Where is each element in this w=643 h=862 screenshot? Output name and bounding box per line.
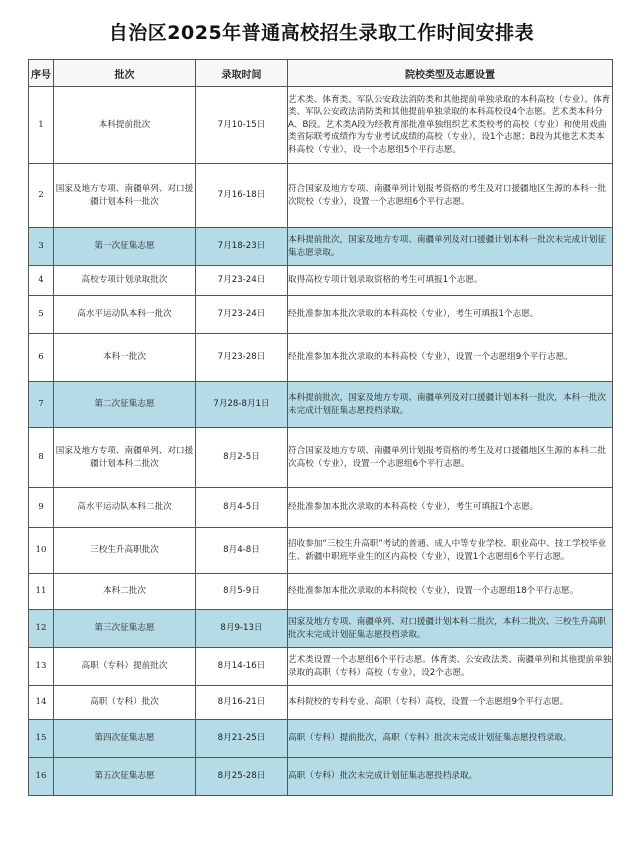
table-row: [29, 382, 613, 428]
cell-batch: 高职（专科）批次: [54, 686, 196, 720]
cell-desc: 本科院校的专科专业、高职（专科）高校，设置一个志愿组9个平行志愿。: [288, 686, 613, 720]
cell-no: 1: [29, 87, 54, 164]
cell-time: 8月5-9日: [196, 574, 288, 610]
header-desc: 院校类型及志愿设置: [288, 60, 613, 87]
cell-desc: 经批准参加本批次录取的本科院校（专业），设置一个志愿组18个平行志愿。: [288, 574, 613, 610]
schedule-table: [28, 59, 613, 796]
cell-desc: 本科提前批次，国家及地方专项、南疆单列及对口援疆计划本科一批次，本科一批次未完成计划征集志愿投档录取。: [288, 382, 613, 428]
cell-desc: 符合国家及地方专项、南疆单列计划报考资格的考生及对口援疆地区生源的本科二批次高校（专业），设置一个志愿组6个平行志愿。: [288, 428, 613, 488]
cell-desc: 经批准参加本批次录取的本科高校（专业），考生可填报1个志愿。: [288, 488, 613, 528]
cell-time: 8月21-25日: [196, 720, 288, 758]
cell-no: 7: [29, 382, 54, 428]
table-row: [29, 758, 613, 796]
cell-desc: 艺术类、体育类、军队公安政法消防类和其他提前单独录取的本科高校（专业）。体育类、军队公安政法消防类和其他提前单独录取的本科高校设4个志愿。艺术类本科分A、B段。艺术类A段为经教育部批准单独组织艺术类校考的高校（专业）和使用戏曲类省际联考成绩作为专业考试成绩的高校（专业），设1个志愿；B段为其他艺术类本科高校（专业），设一个志愿组5个平行志愿。: [288, 87, 613, 164]
table-row: [29, 686, 613, 720]
cell-no: 16: [29, 758, 54, 796]
table-row: [29, 488, 613, 528]
cell-batch: 国家及地方专项、南疆单列、对口援疆计划本科二批次: [54, 428, 196, 488]
table-row: [29, 164, 613, 228]
cell-batch: 第四次征集志愿: [54, 720, 196, 758]
cell-no: 9: [29, 488, 54, 528]
cell-batch: 第一次征集志愿: [54, 228, 196, 266]
table-row: [29, 266, 613, 296]
cell-time: 8月2-5日: [196, 428, 288, 488]
cell-batch: 高水平运动队本科一批次: [54, 296, 196, 334]
cell-time: 7月18-23日: [196, 228, 288, 266]
cell-batch: 高职（专科）提前批次: [54, 648, 196, 686]
cell-desc: 取得高校专项计划录取资格的考生可填报1个志愿。: [288, 266, 613, 296]
cell-no: 13: [29, 648, 54, 686]
cell-time: 8月4-8日: [196, 528, 288, 574]
cell-time: 8月25-28日: [196, 758, 288, 796]
table-row: [29, 428, 613, 488]
cell-batch: 本科提前批次: [54, 87, 196, 164]
table-row: [29, 720, 613, 758]
cell-desc: 符合国家及地方专项、南疆单列计划报考资格的考生及对口援疆地区生源的本科一批次院校（专业），设置一个志愿组6个平行志愿。: [288, 164, 613, 228]
cell-batch: 高水平运动队本科二批次: [54, 488, 196, 528]
table-header-row: [29, 60, 613, 87]
cell-time: 8月4-5日: [196, 488, 288, 528]
table-row: [29, 528, 613, 574]
cell-no: 3: [29, 228, 54, 266]
cell-batch: 高校专项计划录取批次: [54, 266, 196, 296]
cell-time: 8月16-21日: [196, 686, 288, 720]
cell-time: 7月23-24日: [196, 296, 288, 334]
cell-batch: 第二次征集志愿: [54, 382, 196, 428]
table-row: [29, 610, 613, 648]
header-time: 录取时间: [196, 60, 288, 87]
cell-desc: 艺术类设置一个志愿组6个平行志愿。体育类、公安政法类、南疆单列和其他提前单独录取的高职（专科）高校（专业），设2个志愿。: [288, 648, 613, 686]
cell-desc: 经批准参加本批次录取的本科高校（专业），设置一个志愿组9个平行志愿。: [288, 334, 613, 382]
table-row: [29, 296, 613, 334]
cell-time: 7月23-24日: [196, 266, 288, 296]
page-title: 自治区2025年普通高校招生录取工作时间安排表: [108, 22, 535, 44]
cell-desc: 本科提前批次，国家及地方专项、南疆单列及对口援疆计划本科一批次未完成计划征集志愿录取。: [288, 228, 613, 266]
cell-desc: 招收参加“三校生升高职”考试的普通、成人中等专业学校、职业高中、技工学校毕业生、新疆中职班毕业生的区内高校（专业），设置1个志愿组6个平行志愿。: [288, 528, 613, 574]
cell-batch: 第三次征集志愿: [54, 610, 196, 648]
cell-no: 15: [29, 720, 54, 758]
cell-batch: 国家及地方专项、南疆单列、对口援疆计划本科一批次: [54, 164, 196, 228]
cell-batch: 第五次征集志愿: [54, 758, 196, 796]
cell-desc: 经批准参加本批次录取的本科高校（专业），考生可填报1个志愿。: [288, 296, 613, 334]
cell-no: 4: [29, 266, 54, 296]
cell-no: 11: [29, 574, 54, 610]
cell-no: 2: [29, 164, 54, 228]
cell-no: 8: [29, 428, 54, 488]
table-row: [29, 228, 613, 266]
cell-time: 8月9-13日: [196, 610, 288, 648]
table-row: [29, 334, 613, 382]
cell-batch: 三校生升高职批次: [54, 528, 196, 574]
cell-time: 7月28-8月1日: [196, 382, 288, 428]
cell-desc: 高职（专科）批次未完成计划征集志愿投档录取。: [288, 758, 613, 796]
cell-no: 12: [29, 610, 54, 648]
header-no: 序号: [29, 60, 54, 87]
table-row: [29, 574, 613, 610]
cell-batch: 本科二批次: [54, 574, 196, 610]
cell-no: 14: [29, 686, 54, 720]
cell-desc: 高职（专科）提前批次，高职（专科）批次未完成计划征集志愿投档录取。: [288, 720, 613, 758]
cell-time: 7月23-28日: [196, 334, 288, 382]
table-row: [29, 87, 613, 164]
table-row: [29, 648, 613, 686]
cell-time: 7月10-15日: [196, 87, 288, 164]
cell-desc: 国家及地方专项、南疆单列、对口援疆计划本科二批次，本科二批次、三校生升高职批次未完成计划征集志愿投档录取。: [288, 610, 613, 648]
cell-no: 5: [29, 296, 54, 334]
cell-time: 7月16-18日: [196, 164, 288, 228]
cell-time: 8月14-16日: [196, 648, 288, 686]
header-batch: 批次: [54, 60, 196, 87]
cell-no: 6: [29, 334, 54, 382]
cell-no: 10: [29, 528, 54, 574]
cell-batch: 本科一批次: [54, 334, 196, 382]
